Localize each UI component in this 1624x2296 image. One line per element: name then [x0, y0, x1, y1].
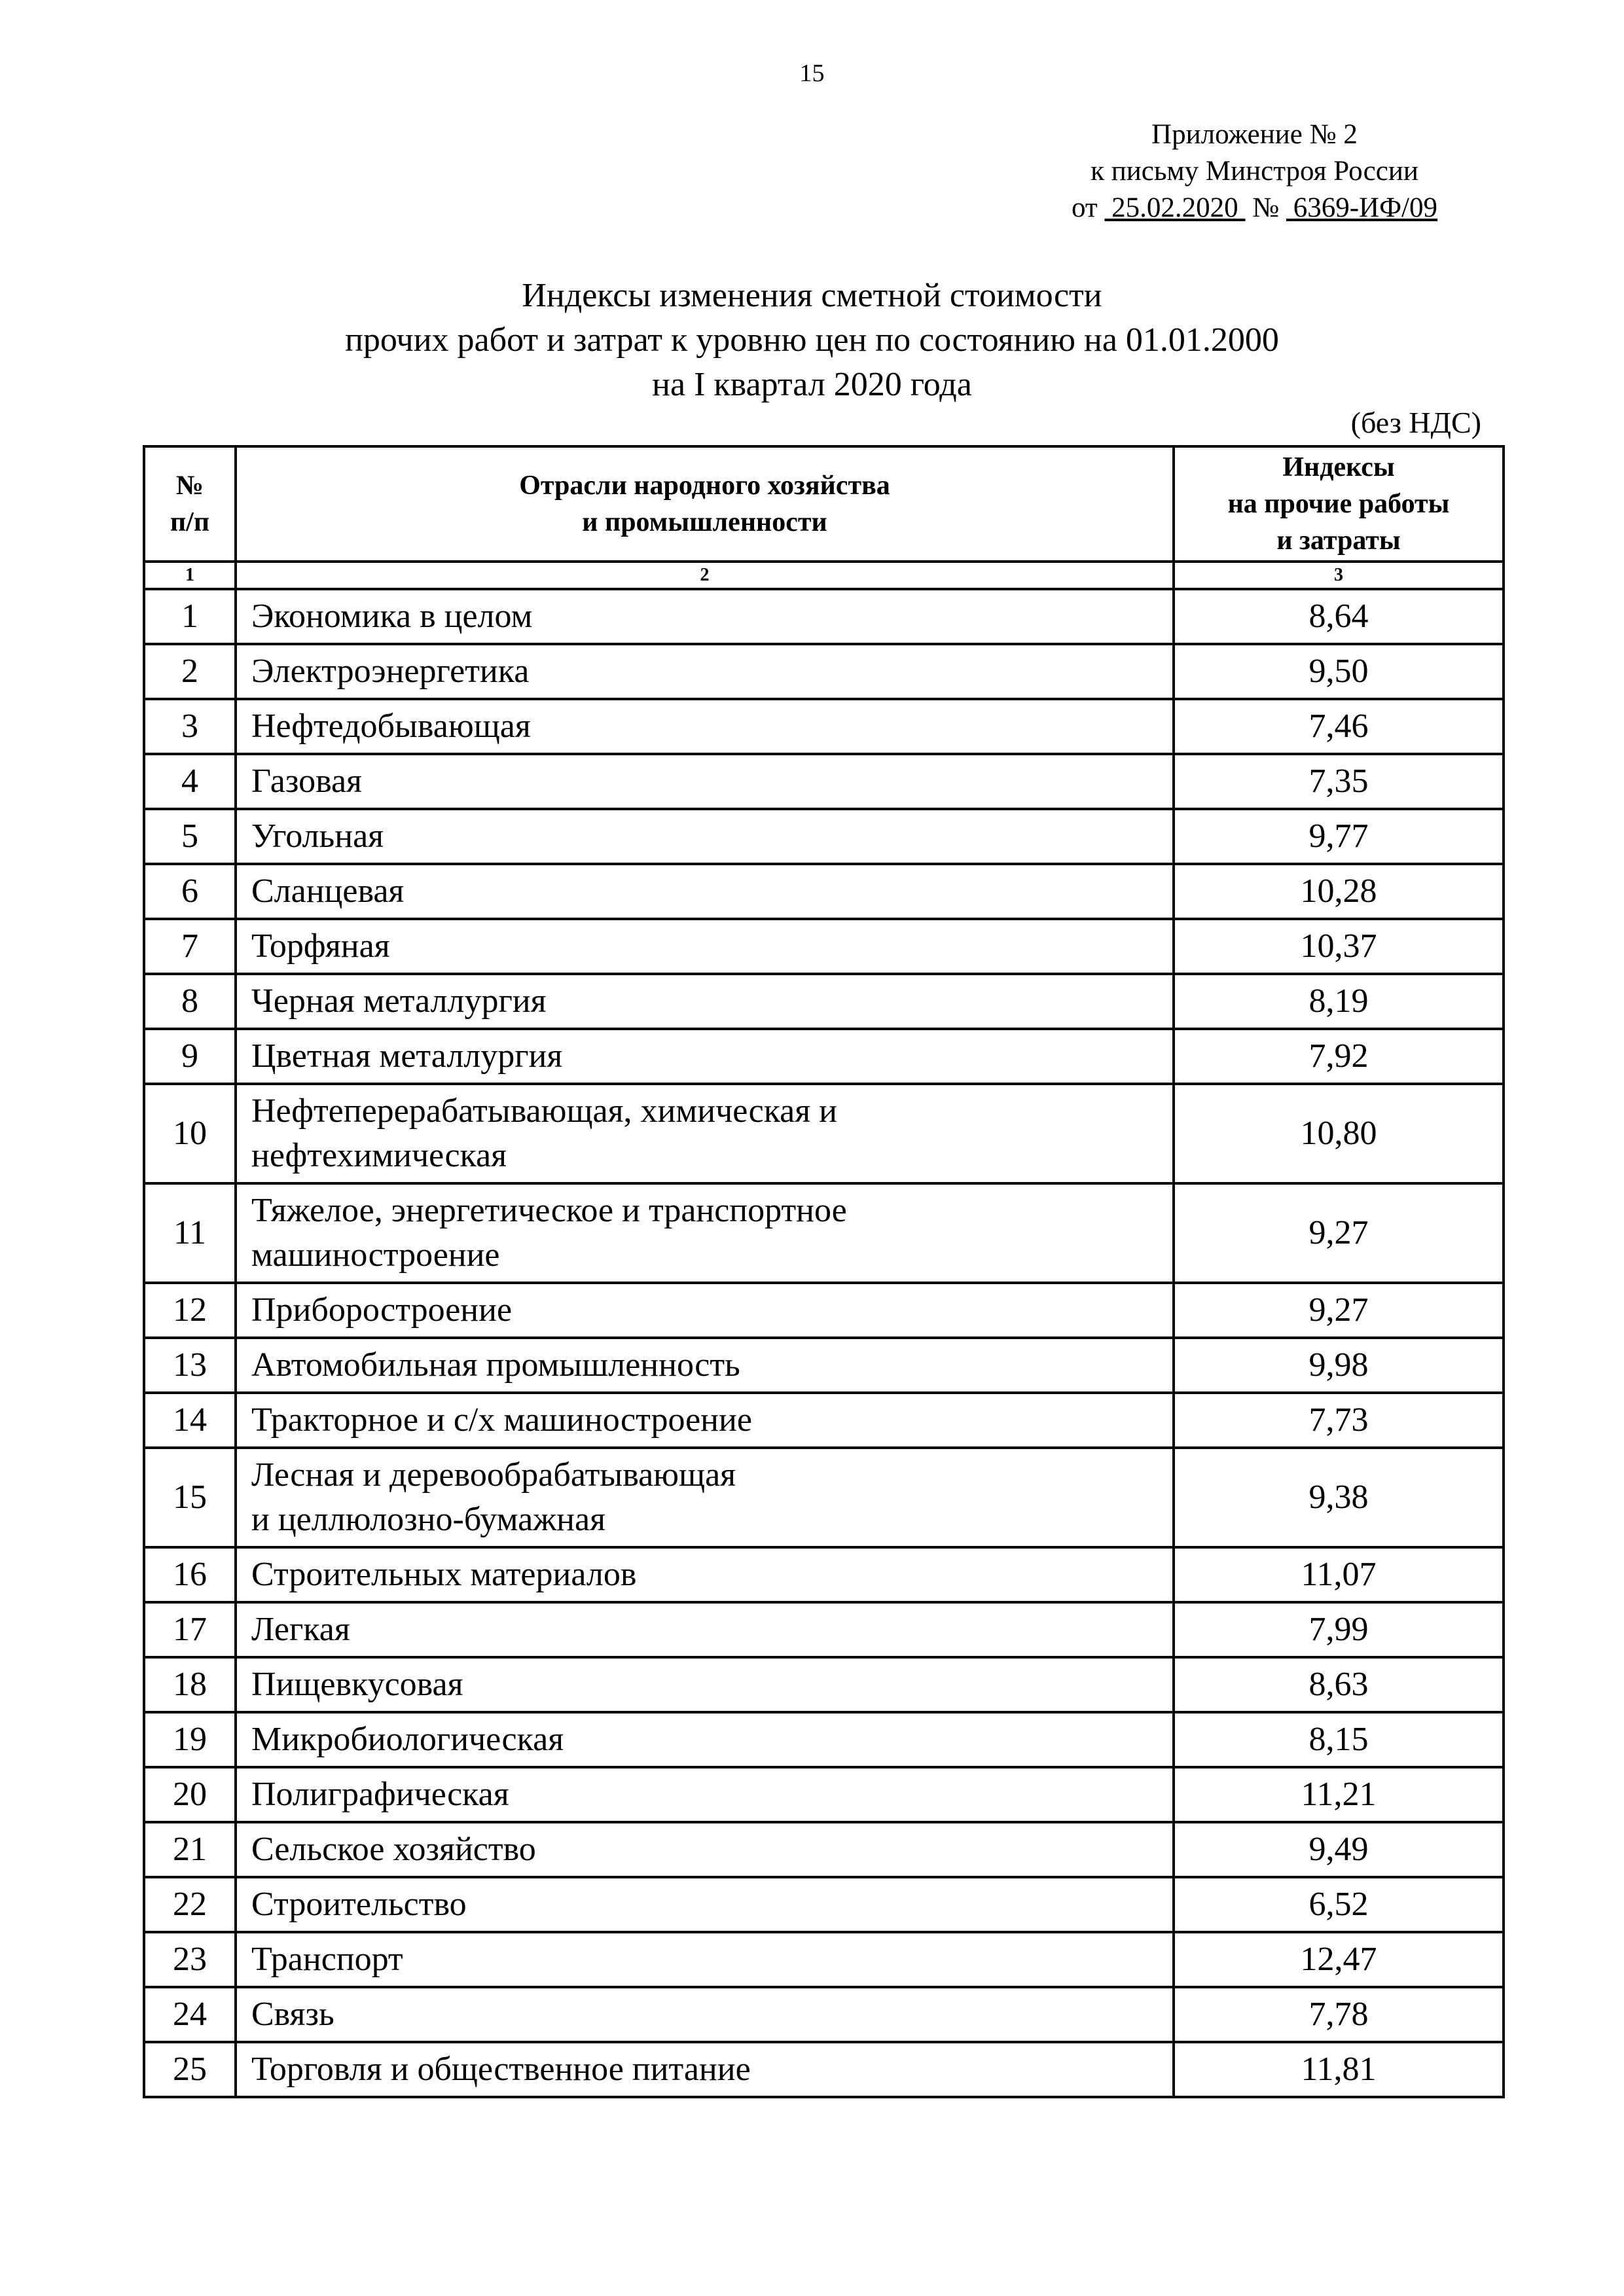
title-line-1: Индексы изменения сметной стоимости	[522, 277, 1102, 314]
industry-name: Тракторное и с/х машиностроение	[236, 1393, 1174, 1448]
industry-name: Торговля и общественное питание	[236, 2042, 1174, 2097]
document-title	[0, 274, 1624, 407]
industry-name: Автомобильная промышленность	[236, 1338, 1174, 1393]
index-value: 9,38	[1174, 1448, 1504, 1547]
table-row	[144, 1602, 1504, 1657]
appendix-date: 25.02.2020	[1111, 192, 1238, 223]
title-line-3: на I квартал 2020 года	[652, 366, 972, 403]
row-number: 1	[144, 589, 236, 644]
index-value: 10,28	[1174, 864, 1504, 919]
table-row	[144, 1448, 1504, 1547]
row-number: 13	[144, 1338, 236, 1393]
index-value: 8,15	[1174, 1712, 1504, 1767]
row-number: 22	[144, 1877, 236, 1932]
table-row	[144, 2042, 1504, 2097]
row-number: 24	[144, 1987, 236, 2042]
industry-name: Легкая	[236, 1602, 1174, 1657]
index-value: 9,98	[1174, 1338, 1504, 1393]
row-number: 3	[144, 699, 236, 754]
table-row	[144, 1338, 1504, 1393]
row-number: 16	[144, 1547, 236, 1602]
table-row	[144, 1822, 1504, 1877]
row-number: 2	[144, 644, 236, 699]
row-number: 25	[144, 2042, 236, 2097]
table-row	[144, 919, 1504, 974]
table-row	[144, 1987, 1504, 2042]
table-row	[144, 1183, 1504, 1283]
industry-name: Сланцевая	[236, 864, 1174, 919]
industry-name: Полиграфическая	[236, 1767, 1174, 1822]
row-number: 8	[144, 974, 236, 1029]
table-row	[144, 1393, 1504, 1448]
industry-name: Электроэнергетика	[236, 644, 1174, 699]
industry-name: Черная металлургия	[236, 974, 1174, 1029]
row-number: 4	[144, 754, 236, 809]
row-number: 18	[144, 1657, 236, 1712]
row-number: 12	[144, 1283, 236, 1338]
row-number: 10	[144, 1084, 236, 1183]
appendix-number-sign: №	[1252, 192, 1280, 223]
industry-name: Угольная	[236, 809, 1174, 864]
index-value: 9,50	[1174, 644, 1504, 699]
row-number: 7	[144, 919, 236, 974]
column-number: 3	[1174, 562, 1504, 589]
table-header-row	[144, 446, 1504, 562]
industry-name: Строительных материалов	[236, 1547, 1174, 1602]
industry-name: Экономика в целом	[236, 589, 1174, 644]
column-number: 1	[144, 562, 236, 589]
index-value: 7,46	[1174, 699, 1504, 754]
row-number: 19	[144, 1712, 236, 1767]
industry-name: Микробиологическая	[236, 1712, 1174, 1767]
column-number-row	[144, 562, 1504, 589]
table-row	[144, 1712, 1504, 1767]
index-value: 9,49	[1174, 1822, 1504, 1877]
industry-name: Нефтеперерабатывающая, химическая и нефтехимическая	[236, 1084, 1174, 1183]
index-value: 10,80	[1174, 1084, 1504, 1183]
table-row	[144, 1547, 1504, 1602]
index-value: 7,99	[1174, 1602, 1504, 1657]
vat-note: (без НДС)	[1350, 406, 1481, 439]
appendix-number: 6369-ИФ/09	[1293, 192, 1437, 223]
index-value: 11,21	[1174, 1767, 1504, 1822]
header-number: № п/п	[144, 446, 236, 562]
index-value: 11,81	[1174, 2042, 1504, 2097]
column-number: 2	[236, 562, 1174, 589]
index-value: 11,07	[1174, 1547, 1504, 1602]
table-row	[144, 974, 1504, 1029]
table-row	[144, 1767, 1504, 1822]
row-number: 21	[144, 1822, 236, 1877]
table-row	[144, 864, 1504, 919]
index-value: 10,37	[1174, 919, 1504, 974]
index-value: 8,64	[1174, 589, 1504, 644]
row-number: 5	[144, 809, 236, 864]
row-number: 14	[144, 1393, 236, 1448]
industry-name: Цветная металлургия	[236, 1029, 1174, 1084]
appendix-letter-ref: к письму Минстроя России	[1091, 156, 1418, 187]
industry-name: Нефтедобывающая	[236, 699, 1174, 754]
table-row	[144, 589, 1504, 644]
industry-name: Связь	[236, 1987, 1174, 2042]
industry-name: Приборостроение	[236, 1283, 1174, 1338]
indices-table	[143, 445, 1505, 2098]
row-number: 17	[144, 1602, 236, 1657]
index-value: 7,78	[1174, 1987, 1504, 2042]
row-number: 9	[144, 1029, 236, 1084]
index-value: 9,27	[1174, 1283, 1504, 1338]
table-row	[144, 644, 1504, 699]
row-number: 23	[144, 1932, 236, 1987]
index-value: 9,77	[1174, 809, 1504, 864]
table-row	[144, 1932, 1504, 1987]
index-value: 7,73	[1174, 1393, 1504, 1448]
table-row	[144, 1877, 1504, 1932]
index-value: 12,47	[1174, 1932, 1504, 1987]
table-row	[144, 1283, 1504, 1338]
appendix-block	[1072, 117, 1437, 226]
index-value: 6,52	[1174, 1877, 1504, 1932]
table-row	[144, 754, 1504, 809]
page-number: 15	[799, 60, 825, 87]
header-index: Индексы на прочие работы и затраты	[1174, 446, 1504, 562]
industry-name: Торфяная	[236, 919, 1174, 974]
appendix-from-prefix: от	[1071, 192, 1098, 223]
title-line-2: прочих работ и затрат к уровню цен по состоянию на 01.01.2000	[345, 321, 1279, 359]
industry-name: Сельское хозяйство	[236, 1822, 1174, 1877]
row-number: 6	[144, 864, 236, 919]
industry-name: Лесная и деревообрабатывающая и целлюлозно-бумажная	[236, 1448, 1174, 1547]
industry-name: Строительство	[236, 1877, 1174, 1932]
appendix-title: Приложение № 2	[1151, 119, 1358, 150]
industry-name: Тяжелое, энергетическое и транспортное машиностроение	[236, 1183, 1174, 1283]
table-row	[144, 1084, 1504, 1183]
table-row	[144, 809, 1504, 864]
row-number: 20	[144, 1767, 236, 1822]
header-industry: Отрасли народного хозяйства и промышленности	[236, 446, 1174, 562]
table-row	[144, 1657, 1504, 1712]
industry-name: Пищевкусовая	[236, 1657, 1174, 1712]
appendix-date-line	[1072, 190, 1437, 226]
index-value: 7,92	[1174, 1029, 1504, 1084]
row-number: 11	[144, 1183, 236, 1283]
index-value: 7,35	[1174, 754, 1504, 809]
index-value: 8,19	[1174, 974, 1504, 1029]
industry-name: Газовая	[236, 754, 1174, 809]
table-row	[144, 1029, 1504, 1084]
index-value: 9,27	[1174, 1183, 1504, 1283]
index-value: 8,63	[1174, 1657, 1504, 1712]
table-row	[144, 699, 1504, 754]
row-number: 15	[144, 1448, 236, 1547]
industry-name: Транспорт	[236, 1932, 1174, 1987]
